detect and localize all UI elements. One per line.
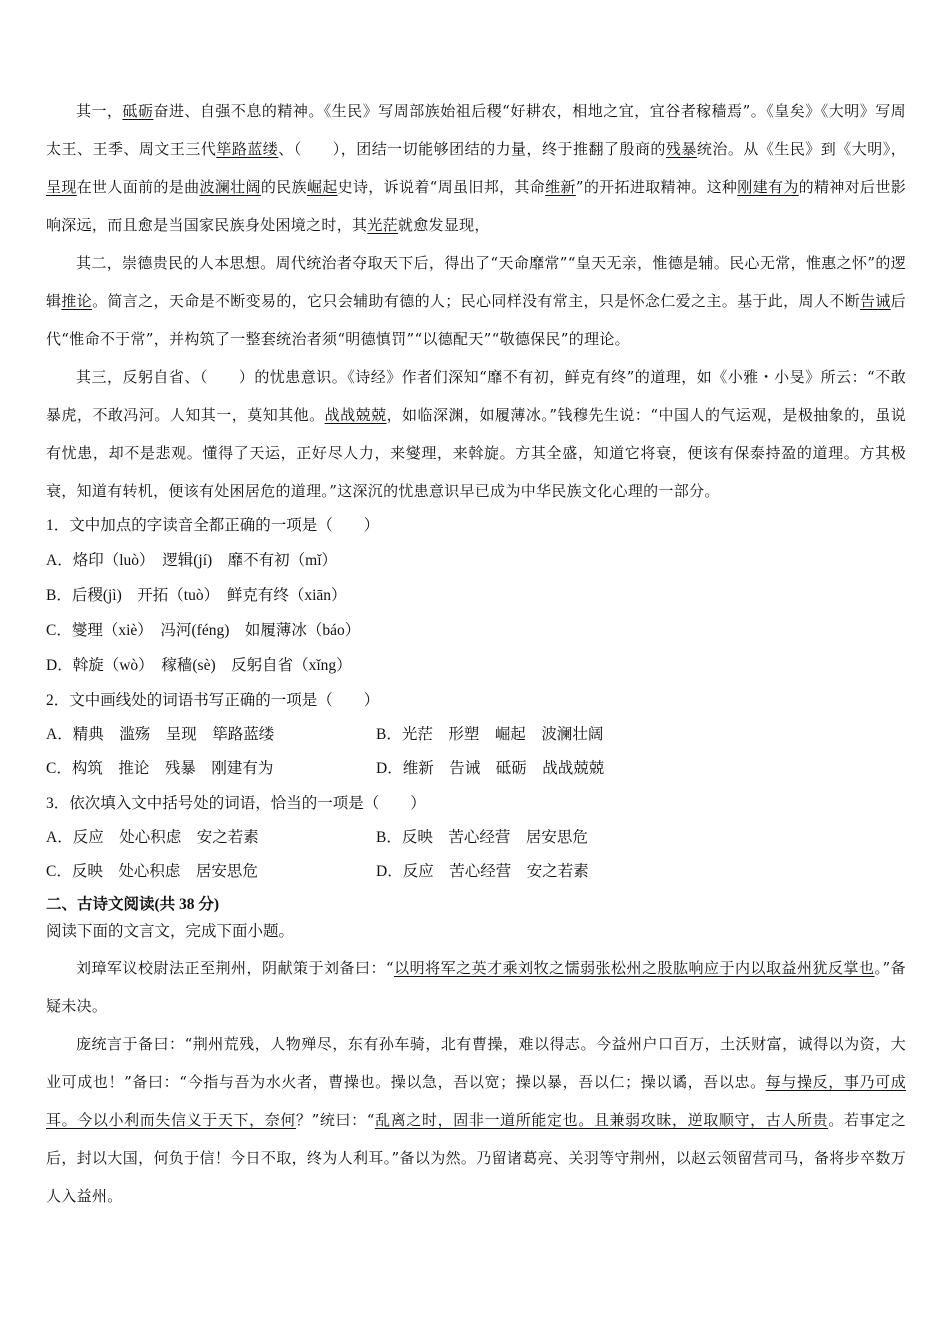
underlined-term: 告诫 [859, 292, 891, 310]
question-2 [46, 683, 906, 786]
question-2-option-c: C．构筑 推论 残暴 刚建有为 [46, 760, 274, 777]
underlined-term: 筚路蓝缕 [216, 140, 279, 158]
question-2-options-row-2 [46, 752, 906, 786]
underlined-term: 波澜壮阔 [199, 178, 261, 196]
question-2-option-a: A．精典 滥殇 呈现 筚路蓝缕 [46, 726, 275, 743]
underlined-term: 乱离之时，固非一道所能定也。且兼弱攻昧，逆取顺守，古人所贵 [374, 1111, 829, 1129]
question-1-option-a: A．烙印（luò） 逻辑(jí) 靡不有初（mǐ） [46, 552, 338, 569]
document-page [46, 92, 906, 1215]
underlined-term: 崛起 [306, 178, 338, 196]
classical-paragraph-2: 庞统言于备曰：“荆州荒残，人物殚尽，东有孙车骑，北有曹操，难以得志。今益州户口百万，土沃财富，诚得以为资，大业可成也！”备曰：“今指与吾为水火者，曹操也。操以急，吾以宽；操以暴，吾以仁；操以谲，吾以忠。每与操反，事乃可成耳。今以小利而失信义于天下，奈何？”统曰：“乱离之时，固非一道所能定也。且兼弱攻昧，逆取顺守，古人所贵。若事定之后，封以大国，何负于信！今日不取，终为人利耳。”备以为然。乃留诸葛亮、关羽等守荆州，以赵云领留营司马，备将步卒数万人入益州。 [46, 1035, 907, 1205]
question-1-option-c: C．燮理（xiè） 冯河(féng) 如履薄冰（báo） [46, 622, 361, 639]
question-1-option-b: B．后稷(jì) 开拓（tuò） 鲜克有终（xiān） [46, 587, 347, 604]
question-3-option-b: B．反映 苦心经营 居安思危 [376, 829, 588, 846]
underlined-term: 战战兢兢 [324, 406, 387, 424]
passage-paragraph-2: 其二，崇德贵民的人本思想。周代统治者夺取天下后，得出了“天命靡常”“皇天无亲，惟德是辅。民心无常，惟惠之怀”的逻辑推论。简言之，天命是不断变易的，它只会辅助有德的人；民心同样没有常主，只是怀念仁爱之主。基于此，周人不断告诫后代“惟命不于常”，并构筑了一整套统治者须“明德慎罚”“以德配天”“敬德保民”的理论。 [46, 254, 906, 348]
question-3-option-c: C．反映 处心积虑 居安思危 [46, 863, 258, 880]
question-3-options-row-1 [46, 821, 906, 855]
question-3-option-d: D．反应 苦心经营 安之若素 [376, 863, 589, 880]
question-1-option-d: D．斡旋（wò） 稼穑(sè) 反躬自省（xǐng） [46, 657, 352, 674]
question-2-options-row-1 [46, 718, 906, 752]
underlined-term: 维新 [545, 178, 576, 196]
passage-paragraph-3: 其三，反躬自省、（ ）的忧患意识。《诗经》作者们深知“靡不有初，鲜克有终”的道理，如《小雅・小旻》所云：“不敢暴虎，不敢冯河。人知其一，莫知其他。战战兢兢，如临深渊，如履薄冰。”钱穆先生说：“中国人的气运观，是极抽象的，虽说有忧患，却不是悲观。懂得了天运，正好尽人力，来燮理，来斡旋。方其全盛，知道它将衰，便该有保泰持盈的道理。方其极衰，知道有转机，便该有处困居危的道理。”这深沉的忧患意识早已成为中华民族文化心理的一部分。 [46, 368, 907, 500]
underlined-term: 推论 [61, 292, 93, 310]
question-2-stem: 2．文中画线处的词语书写正确的一项是（ ） [46, 692, 380, 709]
passage-paragraph-1: 其一，砥砺奋进、自强不息的精神。《生民》写周部族始祖后稷“好耕农，相地之宜，宜谷者稼穑焉”。《皇矣》《大明》写周太王、王季、周文王三代筚路蓝缕、（ ），团结一切能够团结的力量，终于推翻了殷商的残暴统治。从《生民》到《大明》，呈现在世人面前的是曲波澜壮阔的民族崛起史诗，诉说着“周虽旧邦，其命维新”的开拓进取精神。这种刚建有为的精神对后世影响深远，而且愈是当国家民族身处困境之时，其光茫就愈发显现， [46, 102, 907, 234]
underlined-term: 刚建有为 [737, 178, 799, 196]
question-2-option-b: B．光茫 形塑 崛起 波澜壮阔 [376, 726, 604, 743]
question-3 [46, 786, 906, 889]
underlined-term: 以明将军之英才乘刘牧之懦弱张松州之股肱响应于内以取益州犹反掌也 [393, 959, 875, 977]
question-2-option-d: D．维新 告诫 砥砺 战战兢兢 [376, 760, 605, 777]
question-3-option-a: A．反应 处心积虑 安之若素 [46, 829, 259, 846]
question-3-options-row-2 [46, 855, 906, 889]
underlined-term: 砥砺 [122, 102, 154, 120]
underlined-term: 残暴 [665, 140, 697, 158]
classical-paragraph-1: 刘璋军议校尉法正至荆州，阴献策于刘备曰：“以明将军之英才乘刘牧之懦弱张松州之股肱响应于内以取益州犹反掌也。”备疑未决。 [46, 959, 906, 1015]
underlined-term: 呈现 [46, 178, 77, 196]
underlined-term: 每与操反，事乃可成耳。今以小利而失信义于天下，奈何 [46, 1073, 907, 1129]
section-2-instruction: 阅读下面的文言文，完成下面小题。 [46, 923, 295, 940]
underlined-term: 光茫 [367, 216, 398, 234]
question-1-stem: 1．文中加点的字读音全都正确的一项是（ ） [46, 517, 380, 534]
question-3-stem: 3．依次填入文中括号处的词语，恰当的一项是（ ） [46, 795, 426, 812]
question-1 [46, 508, 906, 683]
section-2-title: 二、古诗文阅读(共 38 分) [46, 896, 220, 913]
